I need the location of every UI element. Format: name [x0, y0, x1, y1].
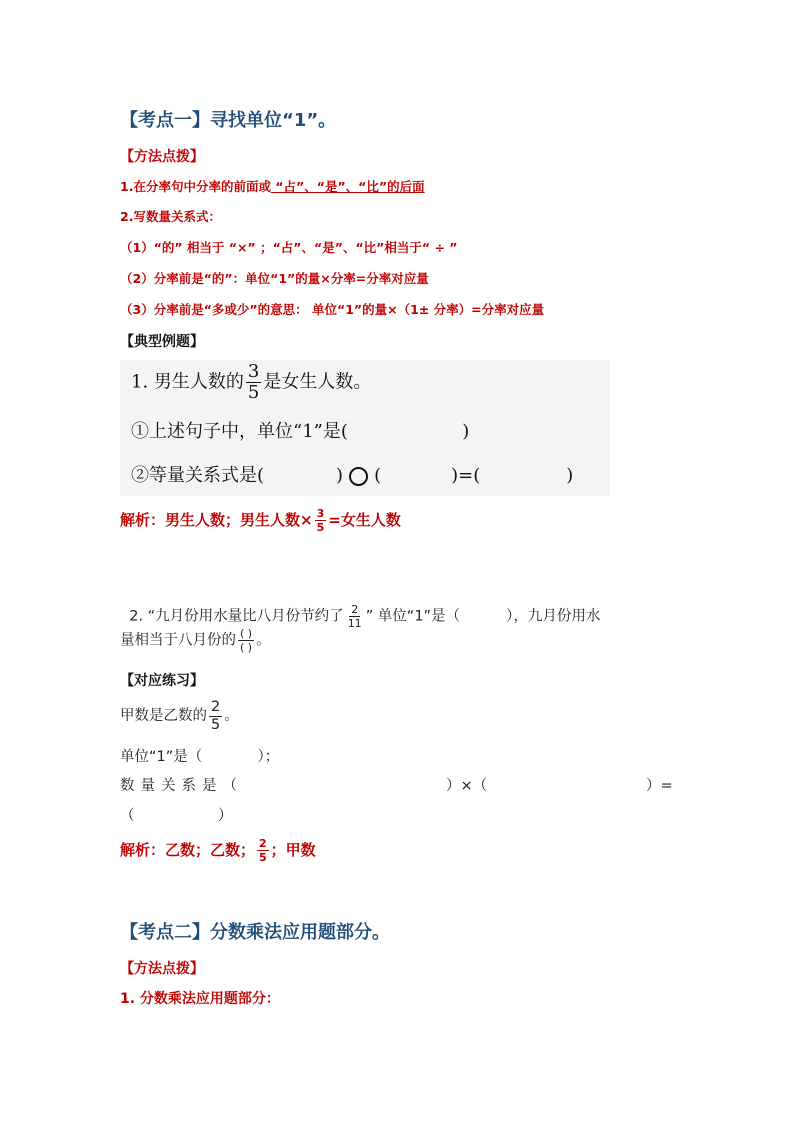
practice-fraction	[209, 700, 222, 732]
fraction-denominator: 5	[211, 716, 221, 733]
method-2-line-1: 1. 分数乘法应用题部分：	[120, 991, 280, 1007]
answer-2-fraction	[257, 838, 269, 863]
example-2-line-2-text: 量相当于八月份的	[120, 632, 236, 649]
section-2-title: 【考点二】分数乘法应用题部分。	[120, 922, 390, 943]
example-1-text-end: 是女生人数。	[263, 371, 372, 393]
fraction-denominator: 5	[316, 521, 325, 534]
practice-statement	[120, 700, 239, 732]
answer-2-text-end: ；甲数	[270, 841, 316, 859]
example-1-text: 1. 男生人数的	[131, 371, 244, 393]
relation-label: 数量关系是（	[120, 778, 243, 794]
answer-2	[120, 838, 316, 863]
relation-paren-close: ）	[218, 808, 233, 824]
blank-denominator: ( )	[240, 641, 253, 654]
q2-paren: )	[336, 465, 344, 486]
example-2-statement	[120, 588, 600, 629]
method-heading-2: 【方法点拨】	[120, 961, 204, 977]
q2-paren-close: )	[566, 465, 574, 486]
method-line-5: （3）分率前是“多或少”的意思： 单位“1”的量×（1± 分率）=分率对应量	[120, 302, 545, 317]
method-line-2: 2.写数量关系式：	[120, 209, 221, 224]
method-heading: 【方法点拨】	[120, 149, 204, 165]
example-1-statement	[131, 363, 371, 402]
example-1-question-2	[131, 461, 573, 487]
example-2-end: 。	[256, 632, 271, 649]
fraction-denominator: 5	[259, 851, 267, 864]
relation-paren-open: （	[120, 808, 135, 824]
fraction-numerator: 2	[351, 603, 359, 616]
example-1-question-1: ①上述句子中，单位“1”是( )	[131, 421, 470, 442]
blank-numerator: ( )	[240, 627, 253, 640]
example-2-text: 2. “九月份用水量比八月份节约了	[129, 608, 344, 625]
relation-times: ）×（	[446, 778, 488, 794]
example-2-fraction	[346, 604, 364, 629]
example-1-fraction	[246, 363, 261, 402]
section-1-title: 【考点一】寻找单位“1”。	[120, 110, 337, 131]
method-line-1	[120, 177, 425, 195]
q2-label: ②等量关系式是(	[131, 465, 265, 486]
q2-equals: )=(	[451, 465, 481, 486]
answer-1-text: 解析：男生人数；男生人数×	[120, 511, 313, 529]
fraction-numerator: 3	[247, 361, 260, 382]
blank-fraction	[238, 628, 254, 653]
q2-paren-open: (	[374, 465, 382, 486]
example-heading: 【典型例题】	[120, 334, 204, 350]
method-line-1b: “占”、“是”、“比”的后面	[270, 179, 425, 194]
practice-text: 甲数是乙数的	[120, 708, 207, 724]
fraction-denominator: 11	[347, 617, 362, 630]
method-line-3: （1）“的” 相当于 “×” ；“占”、“是”、“比”相当于“ ÷ ”	[120, 240, 458, 255]
practice-unit-line: 单位“1”是（ ）；	[120, 749, 280, 765]
answer-1-fraction	[315, 508, 327, 533]
fraction-numerator: 3	[316, 507, 325, 520]
relation-equals: ）=	[646, 778, 673, 794]
fraction-numerator: 2	[211, 699, 221, 715]
fraction-numerator: 2	[259, 837, 267, 850]
answer-2-text: 解析：乙数；乙数；	[120, 841, 256, 859]
method-line-1a: 1.在分率句中分率的前面或	[120, 179, 271, 194]
answer-1-text-end: =女生人数	[328, 511, 401, 529]
practice-heading: 【对应练习】	[120, 673, 204, 689]
method-line-4: （2）分率前是“的”：单位“1”的量×分率=分率对应量	[120, 271, 429, 286]
example-2-text-end: ” 单位“1”是（ ），九月份用水	[365, 608, 601, 625]
example-2-line-2	[120, 628, 271, 653]
operator-circle	[349, 467, 368, 486]
practice-relation-line	[120, 774, 243, 795]
fraction-denominator: 5	[247, 382, 260, 403]
answer-1	[120, 508, 401, 533]
practice-text-end: 。	[224, 708, 239, 724]
